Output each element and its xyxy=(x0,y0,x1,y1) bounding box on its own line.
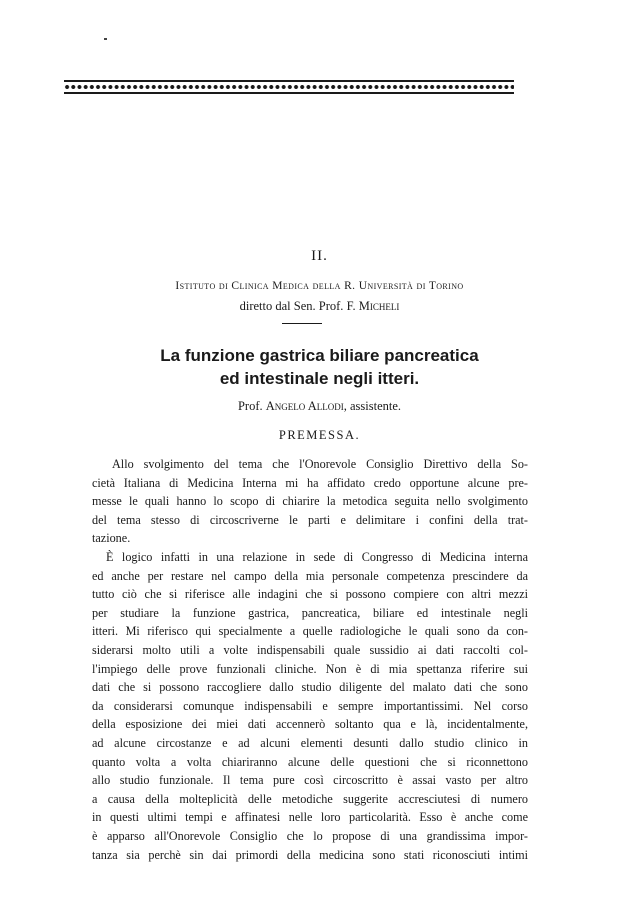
text-line: a causa della molteplicità delle metodiche suggerite accresciutesi di numero xyxy=(92,791,528,806)
author-role: , assistente. xyxy=(343,399,402,413)
author-prefix: Prof. xyxy=(237,399,263,413)
text-line: allo studio funzionale. Il tema pure così circoscritto è assai vasto per altro xyxy=(92,773,528,788)
institute-line: Istituto di Clinica Medica della R. Università di Torino xyxy=(175,280,464,292)
text-line: è apparso all'Onorevole Consiglio che lo propose di una grandissima impor- xyxy=(92,828,528,843)
text-line: ad alcune circostanze e ad alcuni elementi desunti dallo studio clinico in xyxy=(92,735,528,750)
text-line: del tema stesso di circoscriverne le parti e delimitare i confini della trat- xyxy=(92,512,528,527)
text-line: Allo svolgimento del tema che l'Onorevole Consiglio Direttivo della So- xyxy=(112,457,528,471)
scan-mark xyxy=(104,38,107,40)
article-title-line-2: ed intestinale negli itteri. xyxy=(219,369,420,388)
section-heading: PREMESSA. xyxy=(278,428,361,442)
text-line: da considerarsi comunque indispensabili e sempre importantissimi. Nel corso xyxy=(92,698,528,713)
text-line: l'impiego delle prove funzionali cliniche. Non è di mia spettanza riferire sui xyxy=(92,661,528,676)
director-prefix: diretto dal Sen. Prof. xyxy=(239,299,344,313)
paragraph-1 xyxy=(92,455,528,548)
text-line: in questi ultimi tempi e affinatesi nelle loro particolarità. Esso è anche come xyxy=(92,810,528,825)
divider xyxy=(282,323,322,324)
text-line: È logico infatti in una relazione in sede di Congresso di Medicina interna xyxy=(106,550,528,564)
text-line: dati che si possono raccogliere dallo studio diligente del malato dati che sono xyxy=(92,680,528,695)
director-name: F. Micheli xyxy=(346,299,400,313)
text-line: per studiare la funzione gastrica, pancreatica, biliare ed intestinale negli xyxy=(92,605,528,620)
paragraph-2 xyxy=(92,548,528,864)
chapter-number: II. xyxy=(311,248,328,264)
text-line: della esposizione dei miei dati accennerò soltanto qua e là, incidentalmente, xyxy=(92,717,528,732)
text-line: ed anche per restare nel campo della mia personale competenza prescindere da xyxy=(92,568,528,583)
text-line: tutto ciò che si riferisce alle indagini che si possono compiere con altri mezzi xyxy=(92,587,528,602)
text-line: tazione. xyxy=(92,531,131,546)
text-line: quanto volta a volta chiariranno alcune delle questioni che si riconnettono xyxy=(92,754,528,769)
text-line: cietà Italiana di Medicina Interna mi ha affidato credo opportune alcune pre- xyxy=(92,475,528,490)
text-line: siderarsi molto utili a volte indispensabili quale sussidio ai dati raccolti col- xyxy=(92,642,528,657)
director-line xyxy=(0,299,639,314)
text-line: tanza sia perchè sin dai primordi della medicina sono stati riconosciuti intimi xyxy=(92,847,528,862)
text-line: itteri. Mi riferisco qui specialmente a quelle radiologiche le quali sono da con- xyxy=(92,624,528,639)
ornamental-rule-top xyxy=(64,80,514,94)
text-line: messe le quali hanno lo scopo di chiarire la metodica seguita nello svolgimento xyxy=(92,494,528,509)
article-title-line-1: La funzione gastrica biliare pancreatica xyxy=(160,346,479,365)
author-line xyxy=(0,399,639,414)
author-name: Angelo Allodi xyxy=(265,399,344,413)
